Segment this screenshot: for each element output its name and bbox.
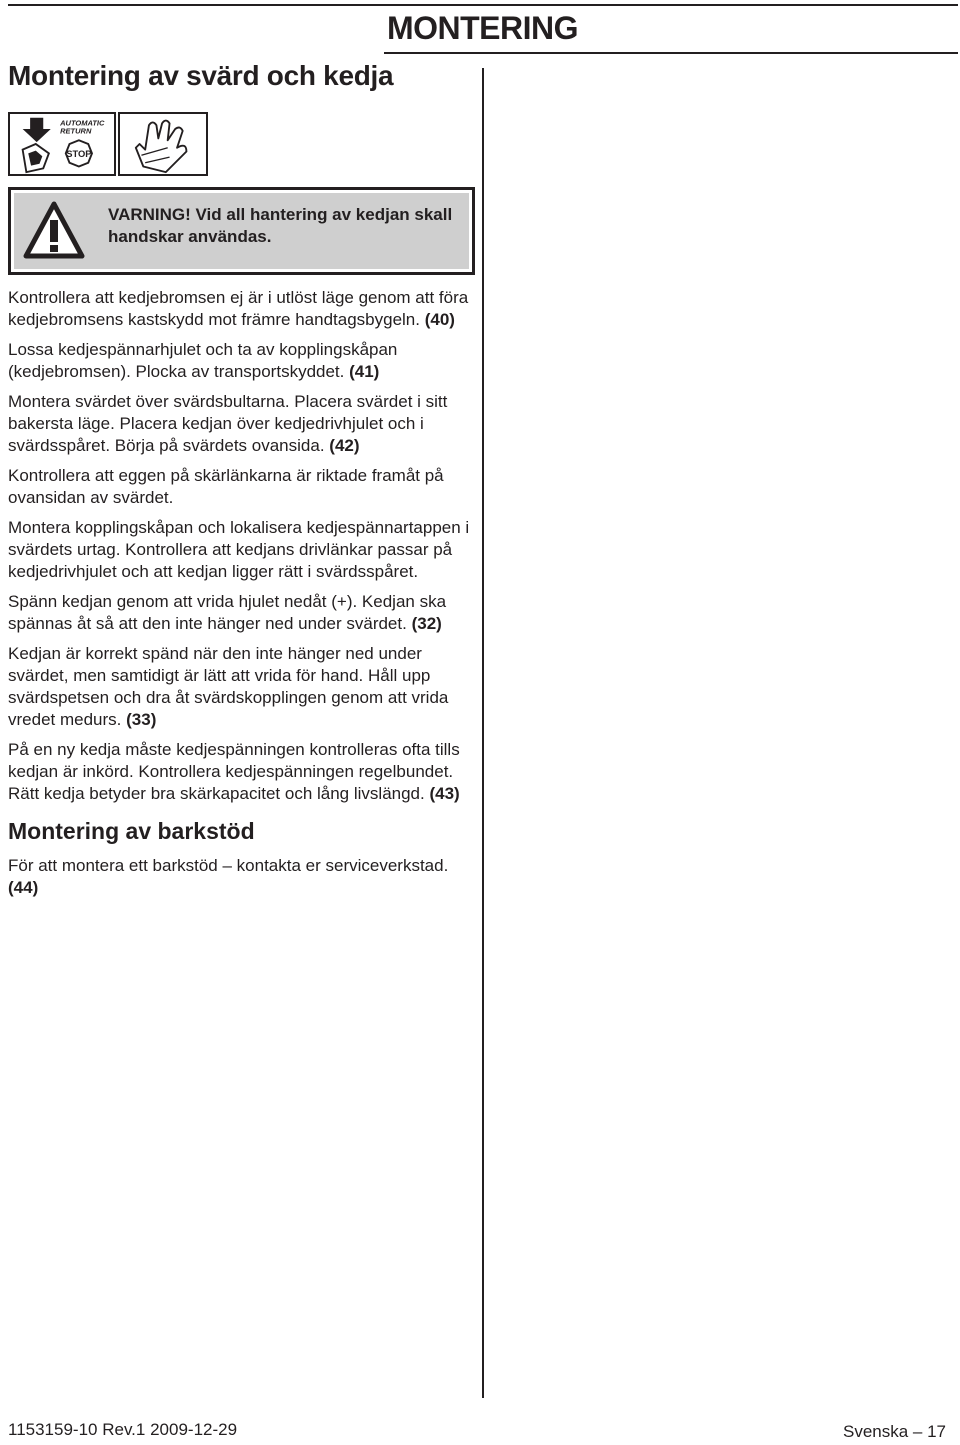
gloves-symbol <box>118 112 208 176</box>
instructions-body <box>8 287 478 907</box>
figure-ref: (44) <box>8 878 39 897</box>
page-header-title: MONTERING <box>386 10 578 46</box>
automatic-return-label: AUTOMATIC <box>60 118 105 128</box>
glove-icon <box>120 114 206 174</box>
figure-ref: (32) <box>411 614 442 633</box>
page-number: Svenska – 17 <box>842 1422 946 1441</box>
paragraph <box>8 739 478 805</box>
figure-ref: (41) <box>349 362 380 381</box>
warning-box <box>8 187 475 275</box>
paragraph-text: Lossa kedjespännarhjulet och ta av kopplingskåpan (kedjebromsen). Plocka av transportskyddet. <box>8 340 398 381</box>
paragraph <box>8 339 478 383</box>
warning-text: VARNING! Vid all hantering av kedjan skall handskar användas. <box>108 205 453 246</box>
paragraph-text: Montera kopplingskåpan och lokalisera kedjespännartappen i svärdets urtag. Kontrollera att kedjans drivlänkar passar på kedjedrivhjulet och att kedjan ligger rätt i svärdsspåret. <box>8 518 470 581</box>
figure-ref: (40) <box>424 310 455 329</box>
paragraph <box>8 855 478 899</box>
paragraph-text: På en ny kedja måste kedjespänningen kontrolleras ofta tills kedjan är inkörd. Kontrollera kedjespänningen regelbundet. Rätt kedja betyder bra skärkapacitet och lång livslängd. <box>8 740 460 803</box>
paragraph <box>8 517 478 583</box>
chain-brake-symbol <box>8 112 116 176</box>
subsection-title: Montering av barkstöd <box>8 818 255 844</box>
paragraph <box>8 465 478 509</box>
document-number: 1153159-10 Rev.1 2009-12-29 <box>8 1420 238 1439</box>
header-rule <box>8 4 958 6</box>
stop-label: STOP <box>66 149 92 160</box>
paragraph <box>8 287 478 331</box>
paragraph-text: Kedjan är korrekt spänd när den inte hänger ned under svärdet, men samtidigt är lätt att vrida för hand. Håll upp svärdspetsen och dra åt svärdskopplingen genom att vrida vredet medurs. <box>8 644 449 729</box>
paragraph <box>8 643 478 731</box>
chain-brake-icon <box>10 114 114 174</box>
paragraph-text: Spänn kedjan genom att vrida hjulet nedåt (+). Kedjan ska spännas åt så att den inte hänger ned under svärdet. <box>8 592 447 633</box>
warning-triangle-icon <box>23 200 85 260</box>
svg-text:RETURN: RETURN <box>60 126 92 136</box>
paragraph <box>8 391 478 457</box>
column-divider <box>482 68 484 1398</box>
figure-ref: (42) <box>329 436 360 455</box>
figure-ref: (43) <box>429 784 460 803</box>
paragraph-text: Montera svärdet över svärdsbultarna. Placera svärdet i sitt bakersta läge. Placera kedjan över kedjedrivhjulet och i svärdsspåret. Börja på svärdets ovansida. <box>8 392 448 455</box>
paragraph <box>8 591 478 635</box>
figure-ref: (33) <box>126 710 157 729</box>
section-title: Montering av svärd och kedja <box>8 60 394 91</box>
paragraph-text: För att montera ett barkstöd – kontakta er serviceverkstad. <box>8 856 449 875</box>
paragraph-text: Kontrollera att kedjebromsen ej är i utlöst läge genom att föra kedjebromsens kastskydd mot främre handtagsbygeln. <box>8 288 469 329</box>
paragraph-text: Kontrollera att eggen på skärlänkarna är riktade framåt på ovansidan av svärdet. <box>8 466 444 507</box>
header-underline <box>384 52 958 54</box>
